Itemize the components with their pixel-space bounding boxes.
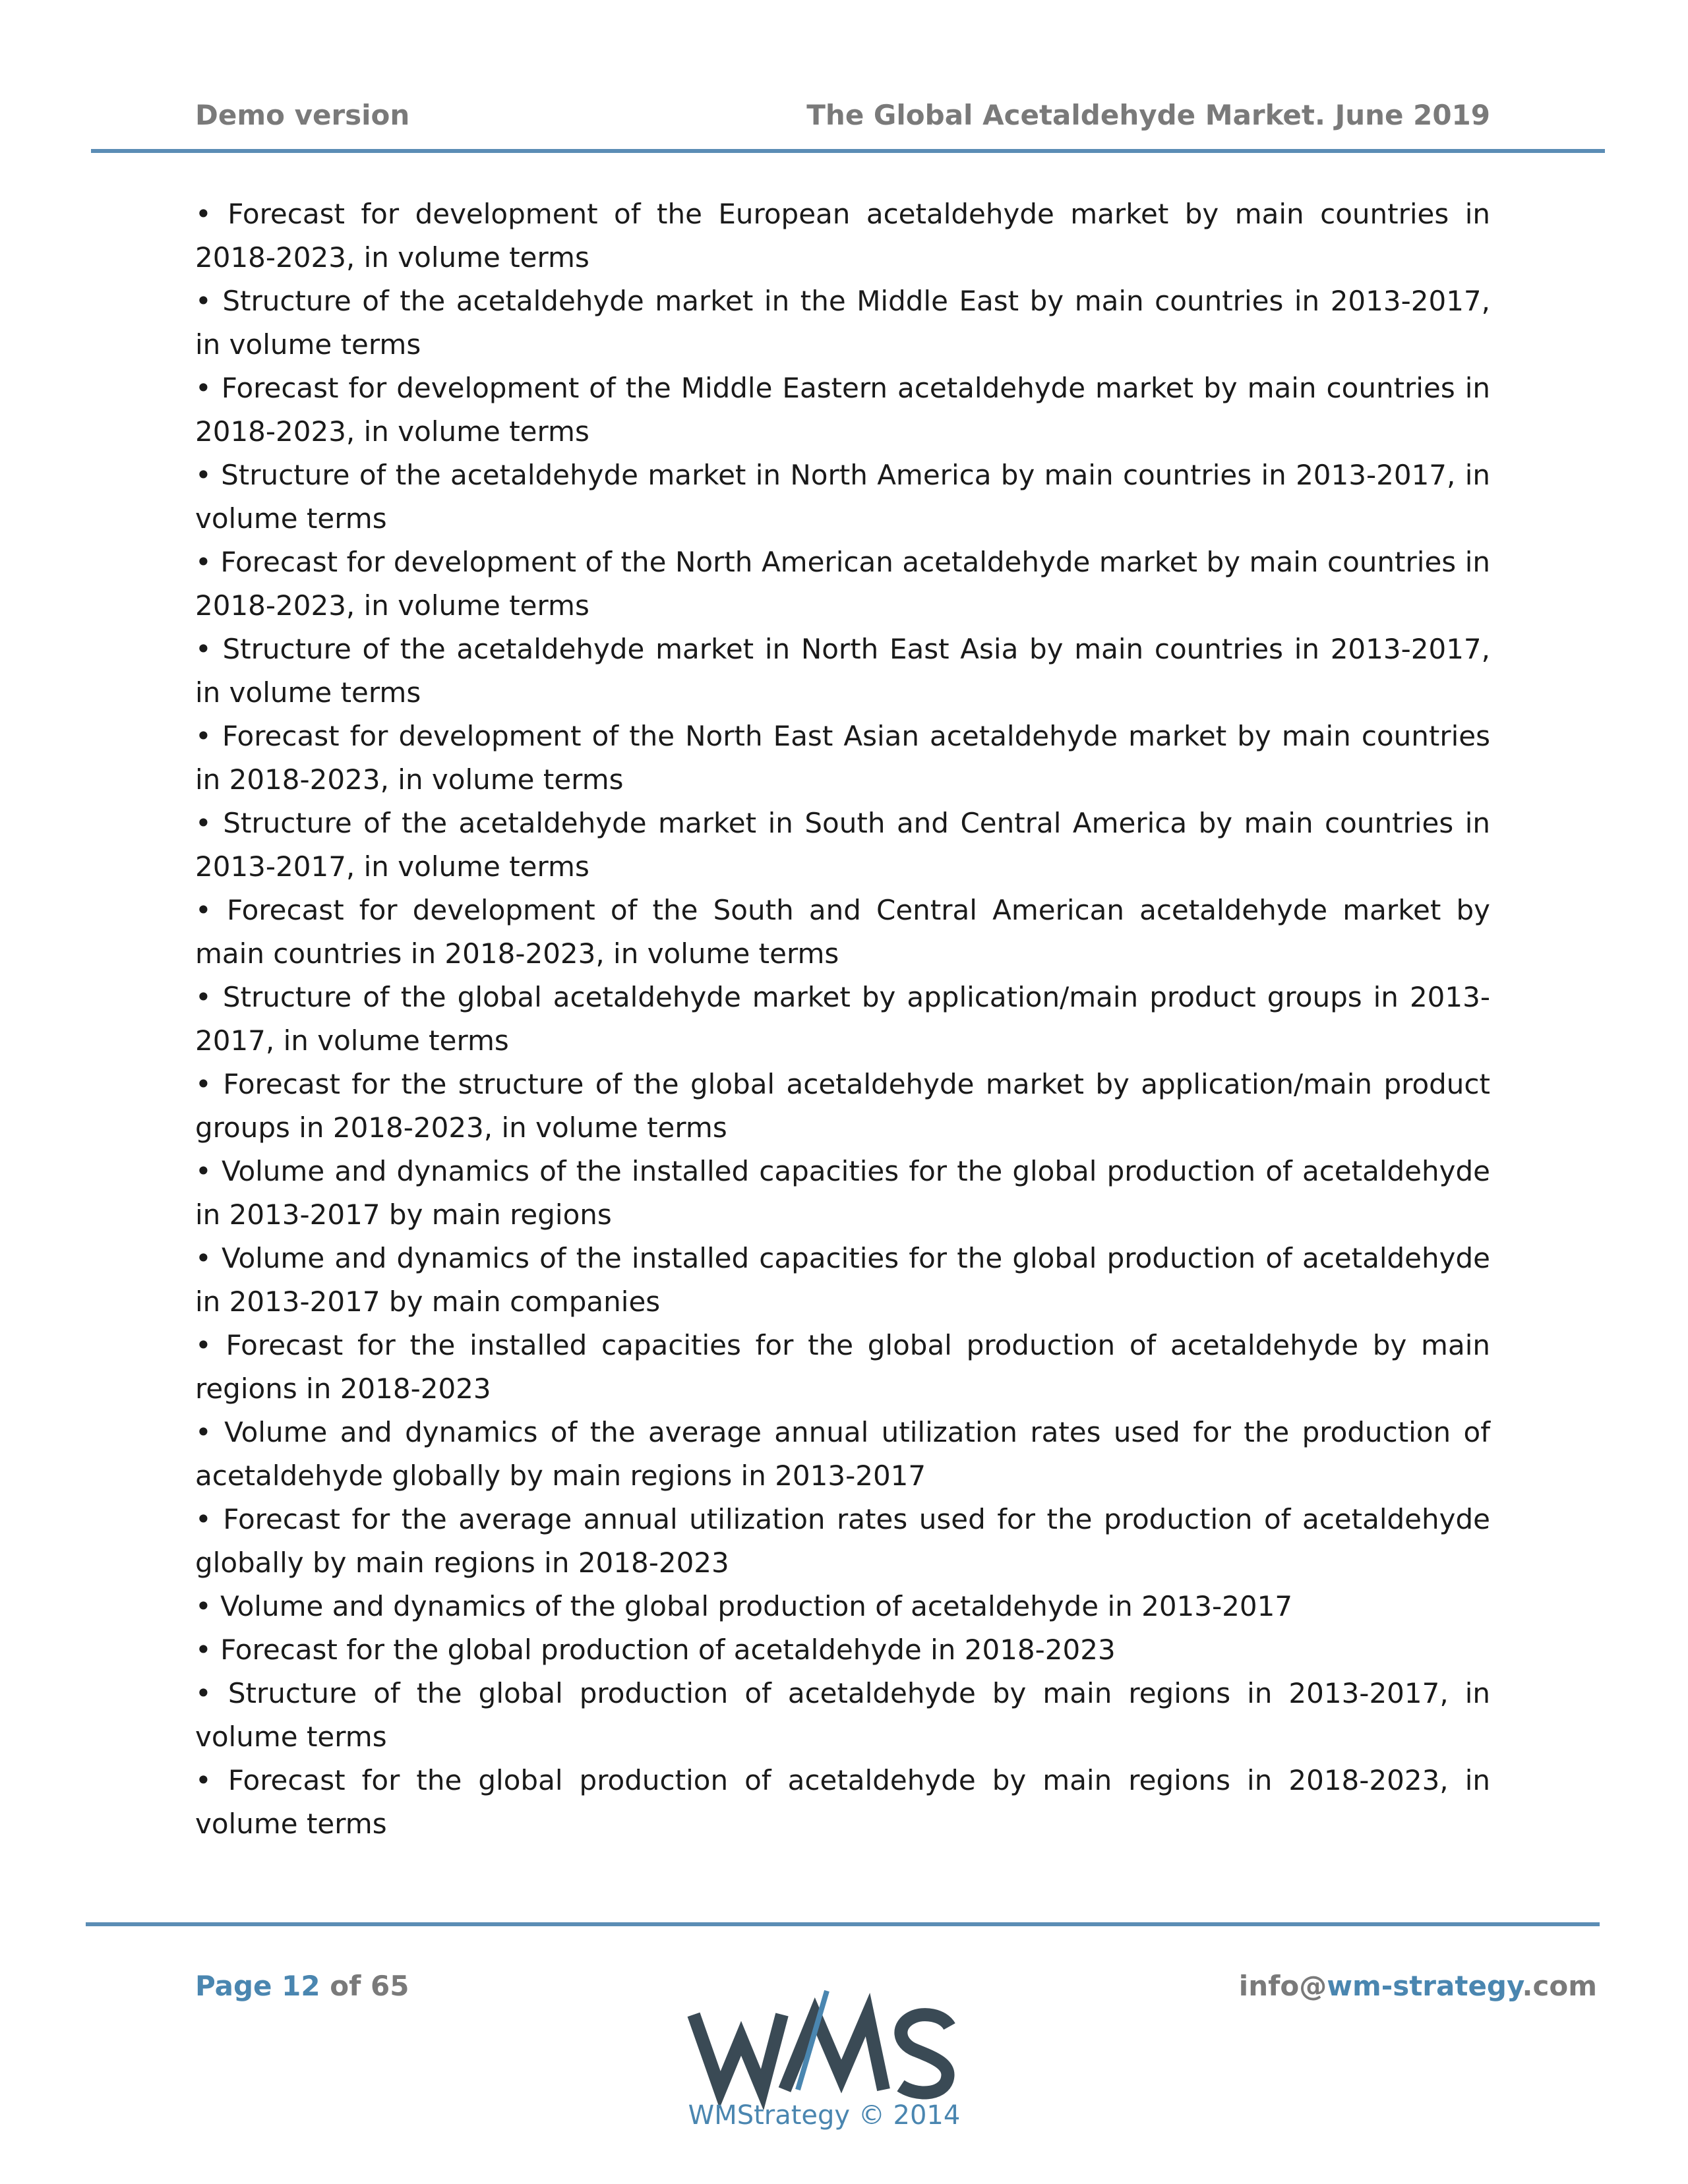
list-item-text: Forecast for the installed capacities for the global production of acetaldehyde by main regions in 2018-2023 <box>195 1329 1490 1405</box>
list-item-text: Forecast for the global production of acetaldehyde by main regions in 2018-2023, in volume terms <box>195 1764 1490 1840</box>
bullet-icon: • <box>195 981 212 1013</box>
list-item-text: Structure of the acetaldehyde market in North East Asia by main countries in 2013-2017, in volume terms <box>195 633 1490 709</box>
list-item <box>195 1498 1490 1585</box>
bullet-icon: • <box>195 372 212 404</box>
bullet-icon: • <box>195 459 212 491</box>
page-indicator <box>195 1970 409 2002</box>
contact-email[interactable] <box>1239 1970 1597 2002</box>
list-item-text: Forecast for development of the North American acetaldehyde market by main countries in 2018-2023, in volume terms <box>195 546 1490 622</box>
list-item <box>195 280 1490 367</box>
list-item-text: Volume and dynamics of the average annual utilization rates used for the production of acetaldehyde globally by main regions in 2013-2017 <box>195 1416 1490 1492</box>
list-item <box>195 192 1490 280</box>
header-divider <box>91 149 1605 153</box>
list-item <box>195 628 1490 715</box>
bullet-icon: • <box>195 546 212 578</box>
page-prefix: Page <box>195 1970 272 2002</box>
wms-logo-mark <box>694 1991 950 2092</box>
list-item <box>195 367 1490 454</box>
bullet-icon: • <box>195 807 212 839</box>
bullet-icon: • <box>195 1068 212 1100</box>
bullet-icon: • <box>195 1634 212 1666</box>
list-item <box>195 889 1490 976</box>
bullet-icon: • <box>195 894 212 926</box>
bullet-icon: • <box>195 1329 212 1361</box>
list-item-text: Forecast for development of the South and Central American acetaldehyde market by main countries in 2018-2023, in volume terms <box>195 894 1490 970</box>
page-header <box>195 99 1490 138</box>
list-item-text: Structure of the global production of acetaldehyde by main regions in 2013-2017, in volume terms <box>195 1677 1490 1753</box>
bullet-list <box>195 192 1490 1846</box>
list-item-text: Forecast for development of the European acetaldehyde market by main countries in 2018-2023, in volume terms <box>195 198 1490 274</box>
list-item-text: Structure of the acetaldehyde market in the Middle East by main countries in 2013-2017, in volume terms <box>195 285 1490 361</box>
list-item <box>195 541 1490 628</box>
email-tld: .com <box>1522 1970 1597 2002</box>
bullet-icon: • <box>195 1242 212 1274</box>
logo-caption: WMStrategy © 2014 <box>688 2100 961 2131</box>
list-item-text: Forecast for development of the North East Asian acetaldehyde market by main countries in 2018-2023, in volume terms <box>195 720 1490 796</box>
list-item <box>195 802 1490 889</box>
list-item <box>195 1063 1490 1150</box>
bullet-icon: • <box>195 1677 212 1709</box>
list-item-text: Structure of the global acetaldehyde market by application/main product groups in 2013-2017, in volume terms <box>195 981 1490 1057</box>
page-number: 12 <box>282 1970 320 2002</box>
list-item <box>195 1672 1490 1759</box>
bullet-icon: • <box>195 720 212 752</box>
list-item-text: Forecast for the global production of acetaldehyde in 2018-2023 <box>220 1634 1116 1666</box>
list-item <box>195 715 1490 802</box>
wms-logo <box>686 1978 963 2110</box>
list-item <box>195 1324 1490 1411</box>
bullet-icon: • <box>195 1590 212 1622</box>
bullet-icon: • <box>195 285 212 317</box>
list-item <box>195 1237 1490 1324</box>
list-item <box>195 1628 1490 1672</box>
list-of-figures <box>195 192 1490 1846</box>
list-item <box>195 454 1490 541</box>
bullet-icon: • <box>195 1155 212 1187</box>
list-item-text: Structure of the acetaldehyde market in South and Central America by main countries in 2013-2017, in volume terms <box>195 807 1490 883</box>
bullet-icon: • <box>195 1416 212 1448</box>
list-item <box>195 1411 1490 1498</box>
footer-divider <box>86 1922 1600 1926</box>
email-domain: wm-strategy <box>1327 1970 1522 2002</box>
header-report-title: The Global Acetaldehyde Market. June 2019 <box>806 99 1490 131</box>
page-total: of 65 <box>330 1970 409 2002</box>
list-item-text: Forecast for the structure of the global acetaldehyde market by application/main product groups in 2018-2023, in volume terms <box>195 1068 1490 1144</box>
email-user: info@ <box>1238 1970 1327 2002</box>
list-item <box>195 1759 1490 1846</box>
list-item-text: Volume and dynamics of the installed capacities for the global production of acetaldehyde in 2013-2017 by main companies <box>195 1242 1490 1318</box>
bullet-icon: • <box>195 198 212 230</box>
bullet-icon: • <box>195 1764 212 1796</box>
header-demo-label: Demo version <box>195 99 410 131</box>
list-item-text: Volume and dynamics of the installed capacities for the global production of acetaldehyde in 2013-2017 by main regions <box>195 1155 1490 1231</box>
list-item-text: Forecast for the average annual utilization rates used for the production of acetaldehyde globally by main regions in 2018-2023 <box>195 1503 1490 1579</box>
list-item <box>195 1585 1490 1628</box>
list-item <box>195 976 1490 1063</box>
bullet-icon: • <box>195 633 212 665</box>
bullet-icon: • <box>195 1503 212 1535</box>
list-item-text: Volume and dynamics of the global production of acetaldehyde in 2013-2017 <box>220 1590 1293 1622</box>
list-item-text: Structure of the acetaldehyde market in North America by main countries in 2013-2017, in volume terms <box>195 459 1490 535</box>
list-item <box>195 1150 1490 1237</box>
list-item-text: Forecast for development of the Middle Eastern acetaldehyde market by main countries in 2018-2023, in volume terms <box>195 372 1490 448</box>
